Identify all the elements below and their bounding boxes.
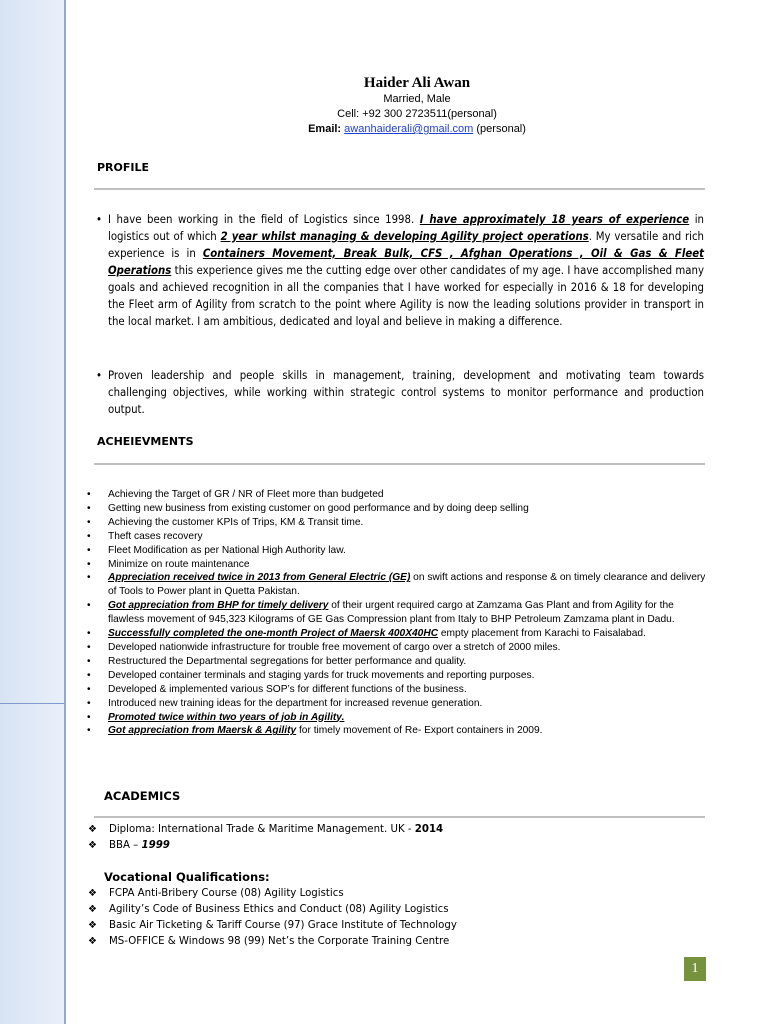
achievement-highlight: Got appreciation from BHP for timely delivery xyxy=(108,600,329,612)
diamond-bullet-icon: ❖ xyxy=(88,936,97,947)
academics-list xyxy=(88,822,443,854)
bullet-icon: • xyxy=(87,558,91,570)
bullet-icon: • xyxy=(87,530,91,542)
academic-item: ❖ Diploma: International Trade & Maritime Management. UK - 2014 xyxy=(88,822,443,838)
bullet-icon: • xyxy=(87,683,91,695)
profile-heading: PROFILE xyxy=(97,161,150,174)
resume-page xyxy=(66,0,768,1024)
achievement-item xyxy=(87,516,708,530)
diamond-bullet-icon: ❖ xyxy=(88,888,97,899)
achievement-item xyxy=(87,627,708,641)
academics-rule xyxy=(94,816,705,818)
achievements-list xyxy=(87,488,708,738)
achievement-text: on swift actions and response & on timely clearance and delivery of Tools to Power plant in Quetta Pakistan. xyxy=(108,572,706,598)
bullet-icon: • xyxy=(87,572,91,584)
vocational-list xyxy=(88,886,457,950)
diamond-bullet-icon: ❖ xyxy=(88,824,97,835)
margin-divider xyxy=(0,703,64,704)
vocational-item: ❖ Agility’s Code of Business Ethics and Conduct (08) Agility Logistics xyxy=(88,902,457,918)
email-line xyxy=(66,122,768,137)
achievement-text: Theft cases recovery xyxy=(108,530,203,542)
achievement-text: of their urgent required cargo at Zamzama Gas Plant and from Agility for the flawless movement of 945,323 Kilograms of GE Gas Compression plant from Italy to BHP Petroleum Zamzama plant in Dadu. xyxy=(108,600,675,626)
vocational-item: ❖ FCPA Anti-Bribery Course (08) Agility Logistics xyxy=(88,886,457,902)
achievement-text: Restructured the Departmental segregations for better performance and quality. xyxy=(108,655,467,667)
marital-status: Married, Male xyxy=(383,93,451,105)
achievement-item xyxy=(87,641,708,655)
achievement-item xyxy=(87,711,708,725)
achievement-item xyxy=(87,724,708,738)
email-note: (personal) xyxy=(476,123,526,135)
profile-paragraph-1: • I have been working in the field of Logistics since 1998. I have approximately 18 years of experience in logistics out of which 2 year whilst managing & developing Agility project operations. My versatile and rich experience is in Containers Movement, Break Bulk, CFS , Afghan Operations , Oil & Gas & Fleet Operations this experience gives me the cutting edge over other candidates of my age. I have accomplished many goals and achieved recognition in all the companies that I have worked for especially in 2016 & 18 for developing the Fleet arm of Agility from scratch to the point where Agility is now the leading solutions provider in transport in the local market. I am ambitious, dedicated and loyal and believe in making a difference. xyxy=(96,213,704,328)
candidate-name: Haider Ali Awan xyxy=(363,75,471,91)
achievement-text: Minimize on route maintenance xyxy=(108,558,250,570)
vocational-heading: Vocational Qualifications: xyxy=(104,870,270,884)
email-link[interactable]: awanhaiderali@gmail.com xyxy=(344,123,474,135)
bullet-icon: • xyxy=(87,655,91,667)
achievement-text: Developed container terminals and staging yards for truck movements and reporting purposes. xyxy=(108,669,535,681)
achievement-text: for timely movement of Re- Export containers in 2009. xyxy=(296,725,543,737)
vocational-item: ❖ MS-OFFICE & Windows 98 (99) Net’s the Corporate Training Centre xyxy=(88,934,457,950)
achievement-text: Achieving the Target of GR / NR of Fleet more than budgeted xyxy=(108,489,384,500)
achievement-item xyxy=(87,599,708,627)
email-label: Email: xyxy=(308,123,342,135)
achievements-rule xyxy=(94,463,705,465)
bullet-icon: • xyxy=(87,697,91,709)
bullet-icon: • xyxy=(87,544,91,556)
diamond-bullet-icon: ❖ xyxy=(88,904,97,915)
achievement-text: Achieving the customer KPIs of Trips, KM & Transit time. xyxy=(108,516,364,528)
achievement-item xyxy=(87,669,708,683)
bullet-icon: • xyxy=(87,628,91,640)
achievement-item xyxy=(87,488,708,502)
diamond-bullet-icon: ❖ xyxy=(88,840,97,851)
achievement-text: Introduced new training ideas for the department for increased revenue generation. xyxy=(108,697,483,709)
achievement-text: Developed & implemented various SOP’s for different functions of the business. xyxy=(108,683,467,695)
achievement-text: Getting new business from existing customer on good performance and by doing deep selling xyxy=(108,502,529,514)
achievement-item xyxy=(87,655,708,669)
academics-heading: ACADEMICS xyxy=(104,789,181,803)
achievement-item xyxy=(87,683,708,697)
bullet-icon: • xyxy=(96,369,102,382)
achievement-text: Fleet Modification as per National High Authority law. xyxy=(108,544,346,556)
bullet-icon: • xyxy=(87,725,91,737)
achievement-text: empty placement from Karachi to Faisalabad. xyxy=(438,628,646,640)
achievement-item xyxy=(87,530,708,544)
bullet-icon: • xyxy=(87,711,91,723)
resume-header xyxy=(66,74,768,137)
achievement-highlight: Got appreciation from Maersk & Agility xyxy=(108,725,297,737)
achievements-heading: ACHEIEVMENTS xyxy=(97,435,194,448)
profile-rule xyxy=(94,188,705,190)
bullet-icon: • xyxy=(87,502,91,514)
achievement-item xyxy=(87,558,708,572)
page-number-badge: 1 xyxy=(684,957,706,981)
bullet-icon: • xyxy=(87,669,91,681)
diamond-bullet-icon: ❖ xyxy=(88,920,97,931)
achievement-item xyxy=(87,544,708,558)
achievement-item xyxy=(87,571,708,599)
achievement-item xyxy=(87,502,708,516)
academic-item: ❖ BBA – 1999 xyxy=(88,838,443,854)
achievement-text: Developed nationwide infrastructure for trouble free movement of cargo over a stretch of 2000 miles. xyxy=(108,641,561,653)
bullet-icon: • xyxy=(87,516,91,528)
achievement-highlight: Successfully completed the one-month Project of Maersk 400X40HC xyxy=(108,628,439,640)
achievement-item xyxy=(87,697,708,711)
left-margin-band xyxy=(0,0,66,1024)
profile-paragraph-2: • Proven leadership and people skills in management, training, development and motivating team towards challenging objectives, while working within strategic control systems to monitor performance and production output. xyxy=(96,369,704,416)
bullet-icon: • xyxy=(87,641,91,653)
bullet-icon: • xyxy=(96,213,102,226)
bullet-icon: • xyxy=(87,600,91,612)
achievement-highlight: Promoted twice within two years of job in Agility. xyxy=(108,711,345,723)
achievement-highlight: Appreciation received twice in 2013 from General Electric (GE) xyxy=(108,572,411,584)
bullet-icon: • xyxy=(87,489,91,500)
cell-number: Cell: +92 300 2723511(personal) xyxy=(337,108,497,120)
vocational-item: ❖ Basic Air Ticketing & Tariff Course (97) Grace Institute of Technology xyxy=(88,918,457,934)
